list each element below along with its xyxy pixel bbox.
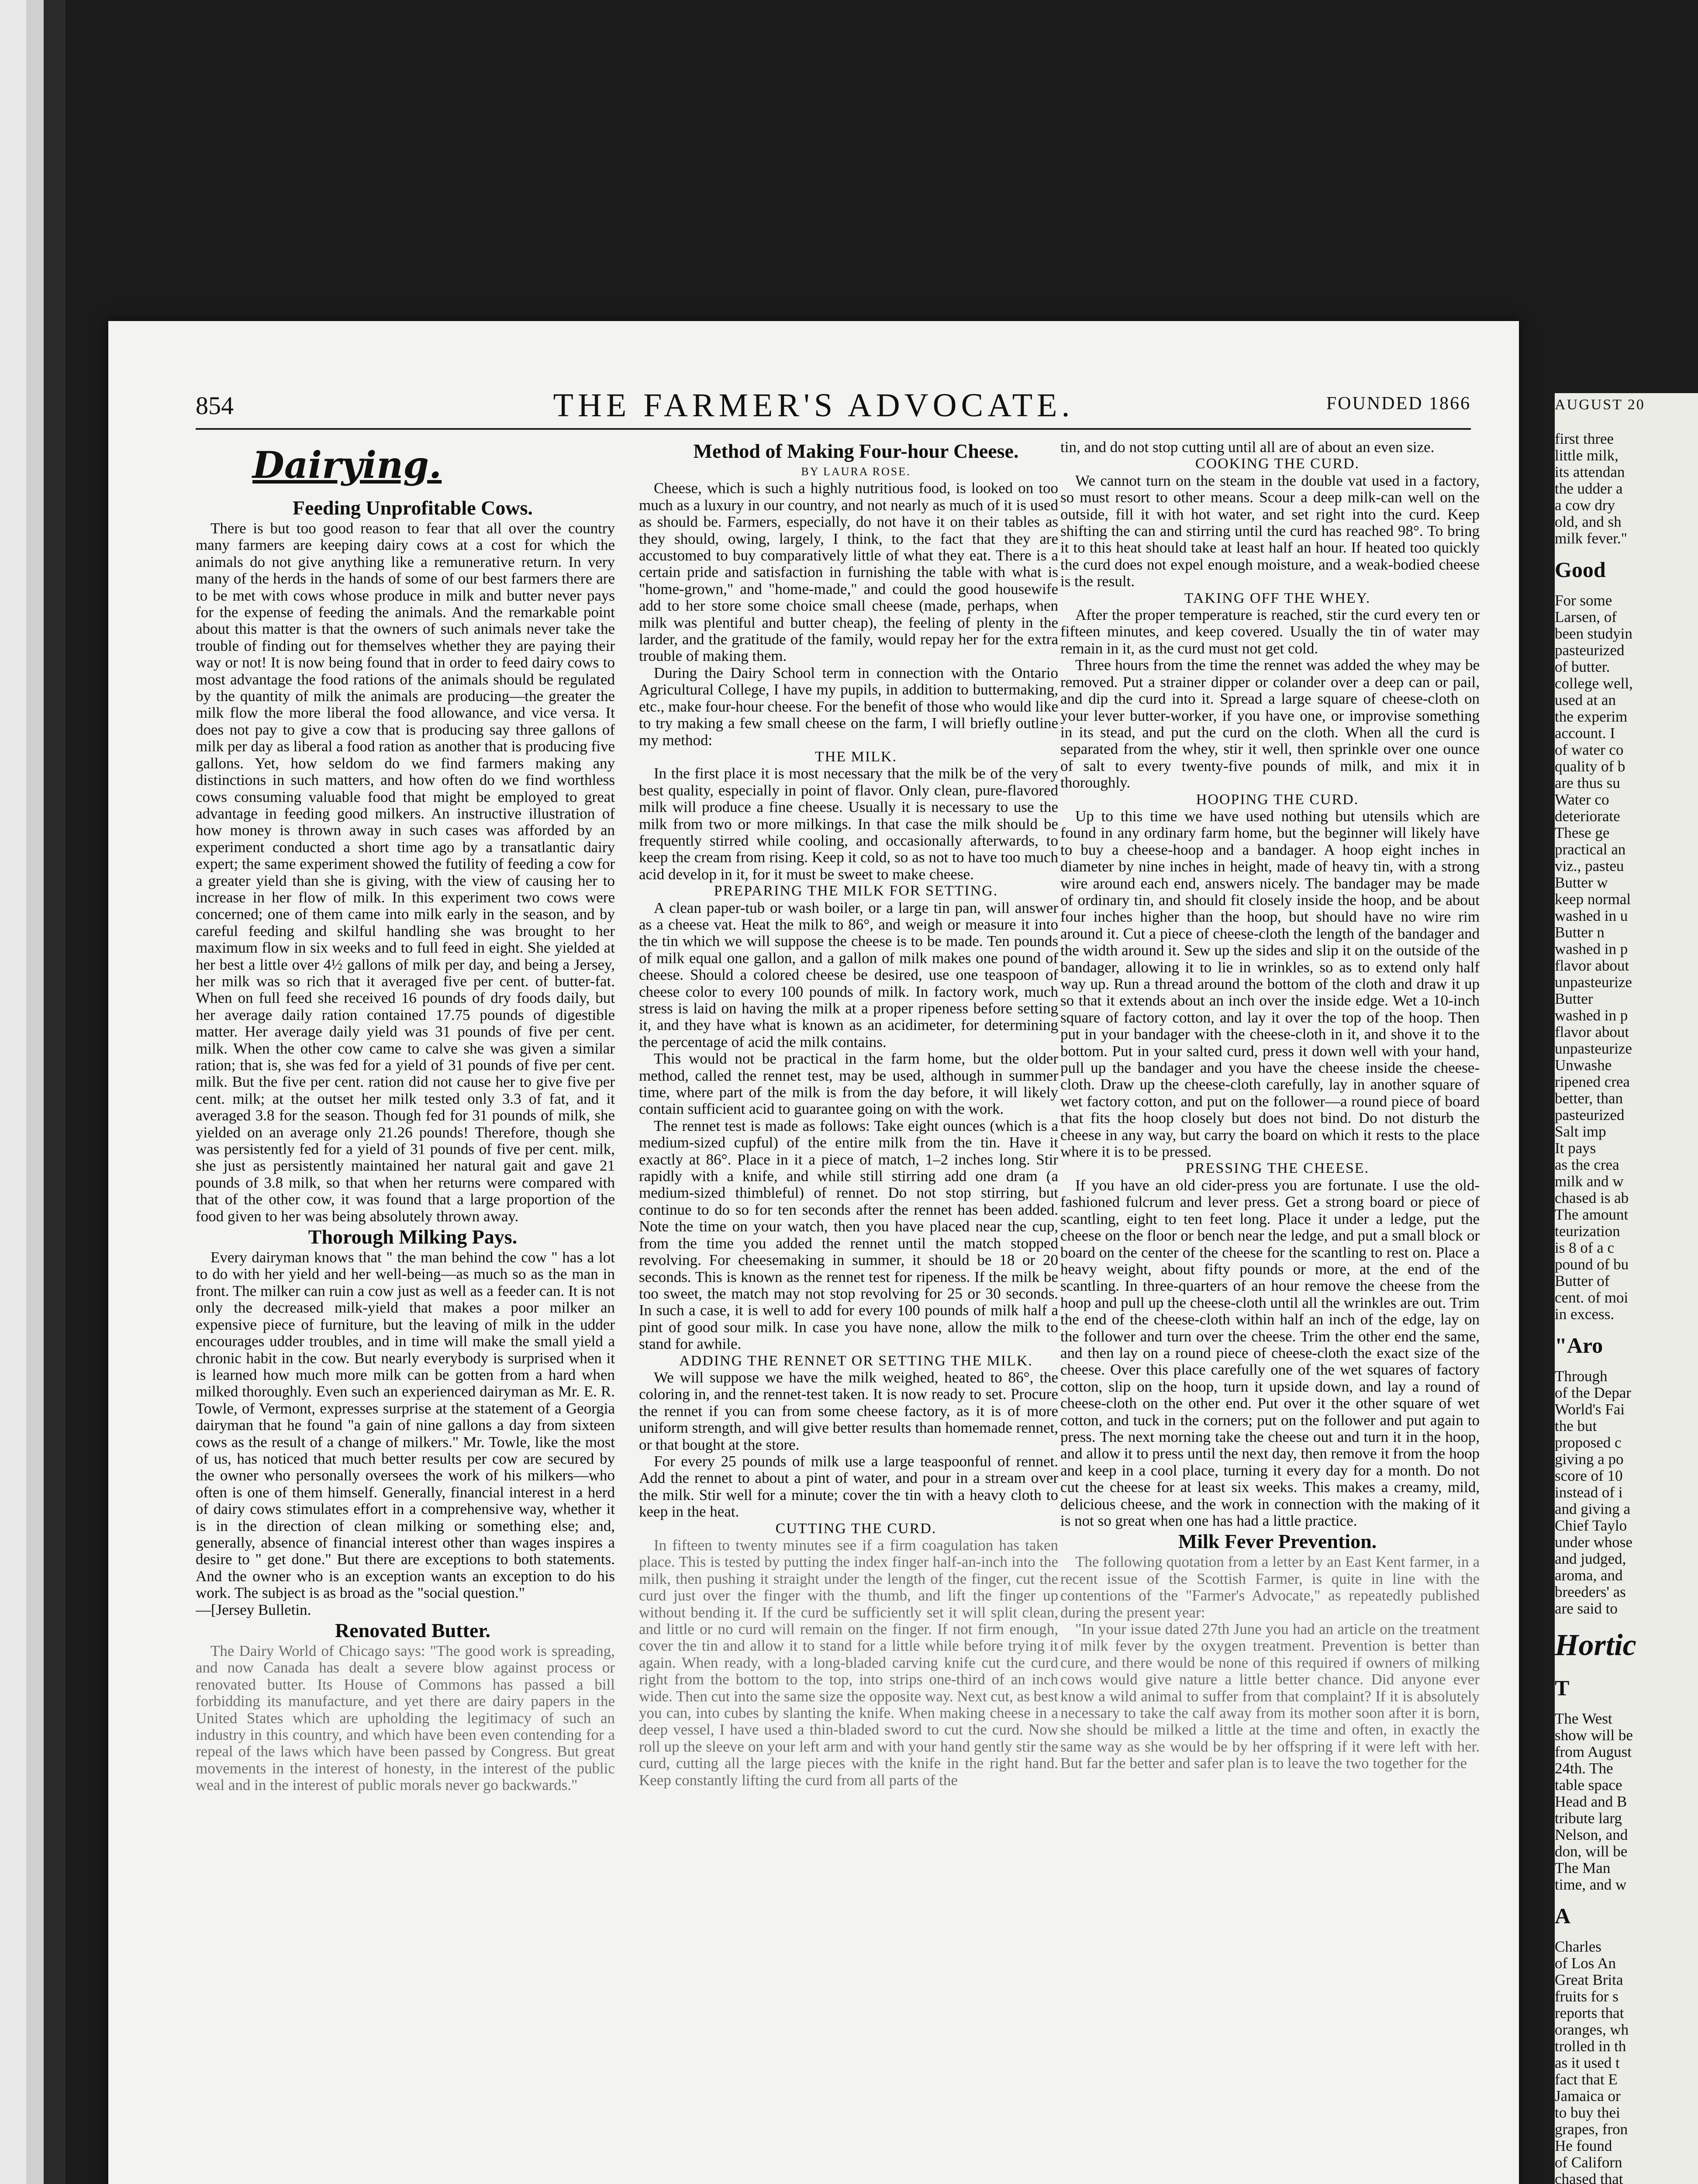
newspaper-page — [108, 321, 1519, 2184]
subheading: COOKING THE CURD. — [1195, 456, 1360, 472]
fragment-line: as it used t — [1555, 2054, 1620, 2071]
fragment-line: keep normal — [1555, 891, 1631, 908]
fragment-line: Butter of — [1555, 1272, 1610, 1289]
article-paragraph: The Dairy World of Chicago says: "The good work is spreading, and now Canada has dealt a severe blow against process or renovated butter. Its House of Commons has passed a bill forbidding its manufacture, and yet there are dairy papers in the United States which are upholding the legitimacy of such an industry in this country, and which have been even contending for a repeal of the laws which have been passed by Congress. But great movements in the interest of honesty, in the interest of the public weal and in the interest of public morals never go backwards." — [196, 1642, 615, 1794]
fragment-line: little milk, — [1555, 447, 1619, 464]
fragment-line: is 8 of a c — [1555, 1239, 1615, 1256]
section-title-dairying: Dairying. — [252, 443, 442, 487]
fragment-line: chased is ab — [1555, 1189, 1629, 1206]
fragment-line: milk and w — [1555, 1173, 1624, 1190]
fragment-line: from August — [1555, 1743, 1632, 1760]
article-paragraph: For every 25 pounds of milk use a large teaspoonful of rennet. Add the rennet to about a pint of water, and pour in a stream over the milk. Stir well for a minute; cover the tin with a heavy cloth to keep in the heat. — [639, 1452, 1058, 1521]
article-paragraph: A clean paper-tub or wash boiler, or a large tin pan, will answer as a cheese vat. Heat the milk to 86°, and weigh or measure it into the tin which we will suppose the cheese is to be made. Ten pounds of milk equal one gallon, and a gallon of milk makes one pound of cheese. Should a colored cheese be desired, use one teaspoon of cheese color to every 100 pounds of milk. In factory work, much stress is laid on having the milk at a proper ripeness before setting it, and they have what is known as an acidimeter, for determining the percentage of acid the milk contains. — [639, 899, 1058, 1051]
article-title: Renovated Butter. — [335, 1619, 491, 1641]
article-paragraph: Three hours from the time the rennet was added the whey may be removed. Put a strainer dipper or colander over a deep can or pail, and dip the curd into it. Spread a large square of cheese-cloth on your lever butter-worker, if you have one, or improvise something in its stead, and put the curd on the cloth. When all the curd is separated from the whey, stir it well, then sprinkle over one ounce of salt to every twenty-five pounds of milk, and mix it in thoroughly. — [1060, 657, 1480, 791]
article-paragraph: If you have an old cider-press you are fortunate. I use the old-fashioned fulcrum and lever press. Get a strong board or piece of scantling, eight to ten feet long. Place it under a ledge, put the cheese on the floor or bench near the ledge, and put a small block or board on the center of the cheese for the scantling to rest on. Place a heavy weight, about fifty pounds or more, at the end of the scantling. In three-quarters of an hour remove the cheese from the hoop and pull up the cheese-cloth until all the wrinkles are out. Trim the end of the cheese-cloth within half an inch of the edge, lay on the follower and turn over the cheese. Trim the other end the same, and then lay on a round piece of cheese-cloth the exact size of the cheese. Over this place carefully one of the wet squares of factory cotton, slip on the hoop, turn it upside down, and lay a round of cheese-cloth on the other end. Put over it the other square of wet cotton, and tuck in the corners; put on the follower and put again to press. The next morning take the cheese out and turn it in the hoop, and allow it to press until the next day, then remove it from the hoop and keep in a cool place, turning it every day for a month. Do not cut the cheese for at least six weeks. This makes a creamy, mild, delicious cheese, and the work in connection with the making of it is not so great when one has had a little practice. — [1060, 1176, 1480, 1529]
subheading: HOOPING THE CURD. — [1196, 791, 1359, 808]
fragment-line: chased that — [1555, 2170, 1623, 2184]
fragment-line: giving a po — [1555, 1451, 1624, 1468]
fragment-line: oranges, wh — [1555, 2021, 1629, 2038]
article-paragraph: In fifteen to twenty minutes see if a firm coagulation has taken place. This is tested by putting the index finger half-an-inch into the milk, then pushing it straight under the length of the finger, cut the curd just over the finger with the thumb, and lift the finger up without bending it. If the curd be sufficiently set it will split clean, and little or no curd will remain on the finger. If not firm enough, cover the tin and allow it to stand for a little while before trying it again. When ready, with a long-bladed carving knife cut the curd right from the bottom to the top, into strips one-third of an inch wide. Then cut into the same size the opposite way. Next cut, as best you can, into cubes by slanting the knife. When making cheese in a deep vessel, I have used a thin-bladed sword to cut the curd. Now roll up the sleeve on your left arm and with your hand gently stir the curd, cutting all the large pieces with the knife in the right hand. Keep constantly lifting the curd from all parts of the — [639, 1537, 1058, 1789]
fragment-line: the but — [1555, 1417, 1597, 1434]
fragment-line: of butter. — [1555, 658, 1610, 675]
fragment-line: Butter w — [1555, 874, 1608, 891]
fragment-heading: T — [1555, 1676, 1570, 1700]
fragment-lines — [1555, 1939, 1698, 2184]
fragment-lines — [1555, 592, 1698, 1323]
article-paragraph: Up to this time we have used nothing but utensils which are found in any ordinary farm home, but the beginner will likely have to buy a cheese-hoop and a bandager. A hoop eight inches in diameter by nine inches in height, made of heavy tin, with a strong wire around each end, answers nicely. The bandager may be made of ordinary tin, and should fit closely inside the hoop, and be about four inches higher than the hoop, but should have no wire rim around it. Cut a piece of cheese-cloth the length of the bandager and the width around it. Sew up the sides and slip it on the outside of the bandager, allowing it to lie in wrinkles, so as to extend only half way up. Run a thread around the bottom of the cloth and draw it up so that it extends about an inch over the inside edge. Wet a 10-inch square of factory cotton, and lay it over the top of the hoop. Then put in your bandager with the cheese-cloth in it, and shove it to the bottom. Put in your salted curd, press it down well with your hand, pull up the bandager and you have the cheese inside the cheese-cloth. Draw up the cheese-cloth carefully, lay in another square of wet factory cotton, and put on the follower—a round piece of board that fits the hoop closely but does not bind. Do not disturb the cheese in any way, but carry the board on which it rests to the place where it is to be pressed. — [1060, 807, 1480, 1161]
adjacent-page-fragment — [1555, 393, 1698, 2184]
article-source: —[Jersey Bulletin. — [196, 1601, 311, 1618]
fragment-line: instead of i — [1555, 1484, 1623, 1501]
fragment-line: quality of b — [1555, 758, 1626, 775]
fragment-line: washed in p — [1555, 1007, 1628, 1024]
fragment-line: in excess. — [1555, 1306, 1615, 1323]
fragment-line: unpasteurize — [1555, 1040, 1632, 1057]
fragment-line: score of 10 — [1555, 1467, 1623, 1484]
fragment-line: Water co — [1555, 791, 1609, 808]
fragment-line: teurization — [1555, 1223, 1620, 1240]
fragment-heading: "Aro — [1555, 1333, 1603, 1358]
article-paragraph: We will suppose we have the milk weighed, heated to 86°, the coloring in, and the rennet-test taken. It is now ready to set. Procure the rennet if you can from some cheese factory, as it is of more uniform strength, and will give better results than homemade rennet, or that bought at the store. — [639, 1368, 1058, 1453]
fragment-line: trolled in th — [1555, 2038, 1626, 2055]
fragment-line: The West — [1555, 1710, 1612, 1727]
fragment-lines — [1555, 431, 1698, 547]
column-1 — [196, 439, 615, 2184]
fragment-line: pound of bu — [1555, 1256, 1629, 1273]
fragment-line: Butter — [1555, 990, 1593, 1007]
fragment-line: unpasteurize — [1555, 974, 1632, 991]
adjacent-page-edge — [0, 0, 66, 2184]
fragment-line: milk fever." — [1555, 530, 1627, 547]
column-2 — [639, 439, 1058, 2184]
fragment-line: Chief Taylo — [1555, 1517, 1627, 1534]
fragment-line: old, and sh — [1555, 513, 1622, 530]
subheading: TAKING OFF THE WHEY. — [1184, 590, 1371, 606]
adjacent-page-header: AUGUST 20 — [1555, 397, 1645, 413]
founded-note: FOUNDED 1866 — [1326, 394, 1471, 414]
fragment-line: fruits for s — [1555, 1988, 1619, 2005]
fragment-line: These ge — [1555, 824, 1610, 841]
fragment-line: Salt imp — [1555, 1123, 1606, 1140]
article-paragraph: We cannot turn on the steam in the double vat used in a factory, so must resort to other means. Scour a deep milk-can well on the outside, fill it with hot water, and set right into the curd. Keep shifting the can and stirring until the curd has reached 98°. To bring it to this heat should take at least half an hour. If heated too quickly the curd does not expel enough moisture, and a weak-bodied cheese is the result. — [1060, 472, 1480, 590]
fragment-line: cent. of moi — [1555, 1289, 1629, 1306]
fragment-heading: A — [1555, 1904, 1571, 1928]
fragment-line: its attendan — [1555, 463, 1625, 480]
fragment-line: He found — [1555, 2137, 1612, 2154]
fragment-line: under whose — [1555, 1534, 1632, 1551]
fragment-line: grapes, fron — [1555, 2121, 1628, 2138]
page-number: 854 — [196, 391, 234, 420]
subheading: CUTTING THE CURD. — [775, 1520, 937, 1537]
fragment-line: Through — [1555, 1368, 1608, 1385]
fragment-line: It pays — [1555, 1140, 1596, 1157]
fragment-lines — [1555, 1711, 1698, 1893]
fragment-line: account. I — [1555, 725, 1615, 742]
article-paragraph: Cheese, which is such a highly nutritious food, is looked on too much as a luxury in our country, and not nearly as much of it is used as should be. Farmers, especially, do not have it on their tables as they should, owing, largely, I think, to the fact that they are accustomed to buy comparatively little of what they eat. There is a certain pride and satisfaction in furnishing the table with what is "home-grown," and "home-made," and could the good housewife add to her store some choice small cheese (made, perhaps, when milk was plentiful and butter cheap), the feeling of plenty in the larder, and the gratitude of the family, would repay her for the extra trouble of making them. — [639, 480, 1058, 665]
fragment-line: tribute larg — [1555, 1810, 1622, 1827]
fragment-line: time, and w — [1555, 1876, 1627, 1893]
article-paragraph: The following quotation from a letter by an East Kent farmer, in a recent issue of the Scottish Farmer, is quite in line with the contentions of the "Farmer's Advocate," as repeatedly published during the present year: — [1060, 1553, 1480, 1621]
fragment-line: of Los An — [1555, 1955, 1616, 1972]
article-paragraph: The rennet test is made as follows: Take eight ounces (which is a medium-sized cupful) of the entire milk from the tin. Have it exactly at 86°. Place in it a piece of match, 1–2 inches long. Stir rapidly with a knife, and while still stirring add one dram (a medium-sized thimbleful) of rennet. Do not stop stirring, but continue to do so for ten seconds after the rennet has been added. Note the time on your watch, then you have placed near the cup, from the time you added the rennet until the match stopped revolving. For cheesemaking in summer, it should be 18 or 20 seconds. This is known as the rennet test for ripeness. If the milk be too sweet, the match may not stop revolving for 25 or 30 seconds. In such a case, it is well to add for every 100 pounds of milk half a pint of good sour milk. In case you have none, allow the milk to stand for awhile. — [639, 1117, 1058, 1353]
subheading: THE MILK. — [815, 748, 897, 765]
fragment-line: 24th. The — [1555, 1760, 1613, 1777]
fragment-line: reports that — [1555, 2004, 1624, 2022]
fragment-line: proposed c — [1555, 1434, 1622, 1451]
fragment-line: fact that E — [1555, 2071, 1618, 2088]
article-paragraph: "In your issue dated 27th June you had an article on the treatment of milk fever by the oxygen treatment. Prevention is better than cure, and there would be none of this required if owners of milking cows would give nature a little better chance. Did anyone ever know a wild animal to suffer from that complaint? If it is absolutely necessary to take the calf away from its mother soon after it is born, she should be milked a little at the time and often, in exactly the same way as she would be by her offspring if it were left with her. But far the better and safer plan is to leave the two together for the — [1060, 1621, 1480, 1772]
subheading: PRESSING THE CHEESE. — [1185, 1160, 1370, 1177]
fragment-line: washed in p — [1555, 940, 1628, 957]
fragment-line: Jamaica or — [1555, 2087, 1621, 2105]
fragment-line: The Man — [1555, 1859, 1611, 1876]
fragment-line: Butter n — [1555, 924, 1605, 941]
fragment-line: Larsen, of — [1555, 608, 1617, 625]
fragment-line: flavor about — [1555, 957, 1629, 974]
fragment-line: practical an — [1555, 841, 1626, 858]
fragment-line: breeders' as — [1555, 1583, 1626, 1600]
fragment-section-title: Hortic — [1555, 1628, 1636, 1662]
fragment-line: are thus su — [1555, 774, 1620, 791]
article-title: Method of Making Four-hour Cheese. — [693, 440, 1019, 462]
fragment-lines — [1555, 1368, 1698, 1617]
paper-title: THE FARMER'S ADVOCATE. — [553, 387, 1074, 424]
fragment-line: don, will be — [1555, 1843, 1628, 1860]
fragment-line: Charles — [1555, 1938, 1601, 1955]
fragment-line: pasteurized — [1555, 1106, 1625, 1123]
header-rule — [196, 428, 1471, 430]
fragment-line: washed in u — [1555, 907, 1628, 924]
subheading: PREPARING THE MILK FOR SETTING. — [714, 883, 998, 899]
fragment-line: For some — [1555, 592, 1612, 609]
fragment-line: The amount — [1555, 1206, 1629, 1223]
article-title: Feeding Unprofitable Cows. — [293, 497, 533, 519]
fragment-line: the experim — [1555, 708, 1628, 725]
fragment-line: the udder a — [1555, 480, 1623, 497]
fragment-line: used at an — [1555, 691, 1616, 708]
article-paragraph: This would not be practical in the farm home, but the older method, called the rennet test, may be used, although in summer time, where part of the milk is from the day before, it will likely contain sufficient acid to guarantee going on with the work. — [639, 1050, 1058, 1118]
fragment-line: pasteurized — [1555, 642, 1625, 659]
article-paragraph: In the first place it is most necessary that the milk be of the very best quality, especially in point of flavor. Only clean, pure-flavored milk will produce a fine cheese. Usually it is necessary to use the milk from two or more milkings. In that case the milk should be frequently stirred while cooling, and occasionally afterwards, to keep the cream from rising. Keep it cold, so as not to have too much acid develop in it, for it must be sweet to make cheese. — [639, 765, 1058, 883]
fragment-line: deteriorate — [1555, 808, 1620, 825]
fragment-line: Nelson, and — [1555, 1826, 1628, 1843]
fragment-line: as the crea — [1555, 1156, 1619, 1173]
fragment-heading: Good — [1555, 557, 1606, 582]
fragment-line: to buy thei — [1555, 2104, 1620, 2121]
fragment-line: ripened crea — [1555, 1073, 1630, 1090]
fragment-line: been studyin — [1555, 625, 1632, 642]
article-paragraph: Every dairyman knows that " the man behind the cow " has a lot to do with her yield and her well-being—as much so as the man in front. The milker can ruin a cow just as well as a feeder can. It is not only the decreased milk-yield that makes a poor milker an expensive piece of furniture, but the leaving of milk in the udder encourages udder troubles, and in time will make the small yield a chronic habit in the cow. But nearly everybody is surprised when it is learned how much more milk can be gotten from a hard when milked thoroughly. Even such an experienced dairyman as Mr. E. R. Towle, of Vermont, expresses surprise at the statement of a Georgia dairyman that he found "a gain of nine gallons a day from sixteen cows as the result of a change of milkers." Mr. Towle, like the most of us, has noticed that much better results per cow are secured by the owner who personally oversees the work of his milkers—who often is one of them himself. Generally, financial interest in a herd of dairy cows stimulates effort in a comprehensive way, whether it is in the direction of clean milking or something else; and, generally, absence of financial interest other than wages inspires a desire to " get done." But there are exceptions to both statements. And the owner who is an exception wants an exception to do his work. The subject is as broad as the "social question." — [196, 1249, 615, 1602]
fragment-line: of water co — [1555, 741, 1624, 758]
article-paragraph: tin, and do not stop cutting until all are of about an even size. — [1060, 439, 1435, 456]
article-paragraph: During the Dairy School term in connection with the Ontario Agricultural College, I have my pupils, in addition to buttermaking, etc., make four-hour cheese. For the benefit of those who would like to try making a few small cheese on the farm, I will briefly outline my method: — [639, 664, 1058, 749]
fragment-line: are said to — [1555, 1600, 1618, 1617]
fragment-line: and giving a — [1555, 1500, 1631, 1517]
column-3 — [1060, 439, 1480, 2184]
fragment-line: of Californ — [1555, 2154, 1622, 2171]
fragment-line: Great Brita — [1555, 1971, 1623, 1988]
fragment-line: aroma, and — [1555, 1567, 1623, 1584]
fragment-line: and judged, — [1555, 1550, 1626, 1567]
subheading: ADDING THE RENNET OR SETTING THE MILK. — [679, 1352, 1033, 1369]
fragment-line: college well, — [1555, 675, 1633, 692]
fragment-line: table space — [1555, 1776, 1622, 1794]
fragment-line: flavor about — [1555, 1023, 1629, 1040]
article-paragraph: There is but too good reason to fear that all over the country many farmers are keeping dairy cows at a cost for which the animals do not give anything like a remunerative return. In very many of the herds in the hands of some of our best farmers there are to be met with cows whose produce in milk and butter never pays for the expense of feeding the animals. And the remarkable point about this matter is that the owners of such animals never take the trouble of finding out for themselves whether they are paying their way or not! It is now being found that in order to feed dairy cows to most advantage the food rations of the animals should be regulated by the quantity of milk the animals are producing—the greater the milk flow the more liberal the food allowance, and vice versa. It does not pay to give a cow that is producing say three gallons of milk per day as liberal a food ration as another that is producing five gallons. Yet, how seldom do we find farmers making any distinctions in such matters, and how often do we find worthless cows consuming valuable food that might be employed to great advantage in feeding good milkers. An instructive illustration of how money is thrown away in such cases was afforded by an experiment conducted a short time ago by a transatlantic dairy expert; the same experiment showed the futility of feeding a cow for a greater yield than she is giving, with the view of causing her to increase in her flow of milk. In this experiment two cows were concerned; one of them came into milk early in the season, and by careful feeding and skilful handling she was brought to her maximum flow in six weeks and to full feed in eight. She yielded at her best a little over 4½ gallons of milk per day, and being a Jersey, her milk was so rich that it averaged five per cent. of butter-fat. When on full feed she received 16 pounds of dry foods daily, but her average daily ration contained 17.75 pounds of digestible matter. Her average daily yield was 31 pounds of five per cent. milk. When the other cow came to calve she was given a similar ration; that is, she was fed for a yield of 31 pounds of five per cent. milk. But the five per cent. ration did not cause her to give five per cent. milk; at the outset her milk tested only 3.3 of fat, and it averaged 3.8 for the season. Though fed for 31 pounds of milk, she yielded on an average only 21.26 pounds! Therefore, though she was persistently fed for a yield of 31 pounds of five per cent. milk, she just as persistently maintained her natural gait and gave 21 pounds of 3.8 milk, so that when her returns were compared with that of the other cow, it was found that a large proportion of the food given to her was being absolutely thrown away. — [196, 520, 615, 1225]
fragment-line: show will be — [1555, 1727, 1633, 1744]
fragment-line: viz., pasteu — [1555, 857, 1624, 874]
fragment-line: first three — [1555, 430, 1614, 447]
fragment-line: better, than — [1555, 1090, 1623, 1107]
article-title: Thorough Milking Pays. — [308, 1226, 518, 1248]
article-paragraph: After the proper temperature is reached, stir the curd every ten or fifteen minutes, and keep covered. Usually the tin of water may remain in it, as the curd must not get cold. — [1060, 606, 1480, 657]
article-title: Milk Fever Prevention. — [1178, 1530, 1377, 1553]
fragment-line: World's Fai — [1555, 1401, 1625, 1418]
fragment-line: of the Depar — [1555, 1384, 1631, 1401]
fragment-line: Head and B — [1555, 1793, 1627, 1810]
fragment-line: a cow dry — [1555, 497, 1615, 514]
fragment-line: Unwashe — [1555, 1057, 1612, 1074]
article-byline: BY LAURA ROSE. — [801, 465, 911, 478]
